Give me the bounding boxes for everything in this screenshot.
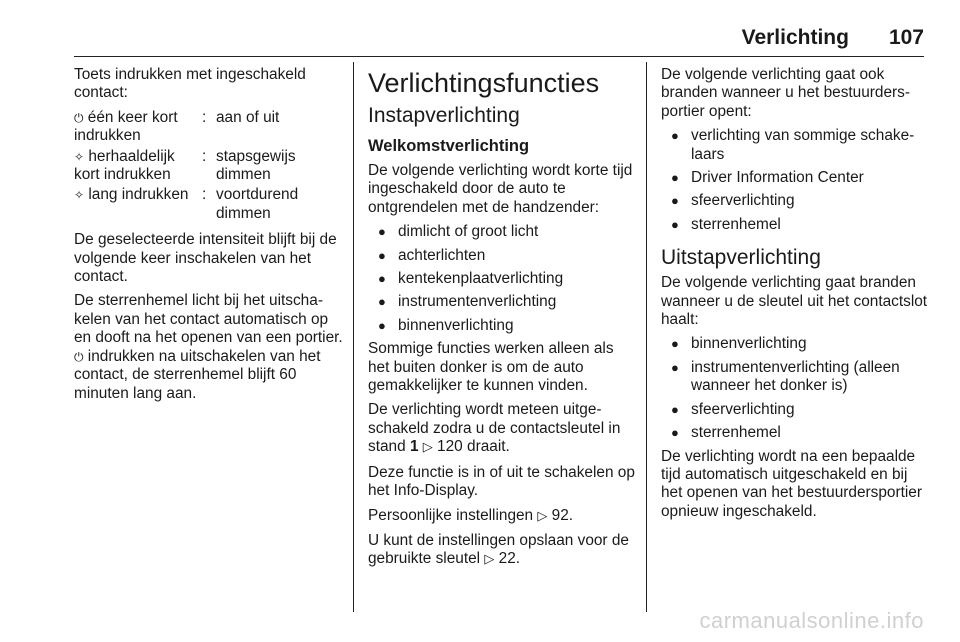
paragraph-dark-only: Sommige functies werken alleen als het buiten donker is om de auto gemakkelijker te kunnen vinden. — [368, 340, 614, 395]
watermark: carmanualsonline.info — [699, 608, 924, 633]
column-divider-1 — [353, 62, 354, 612]
list-item: ● binnenverlichting — [368, 317, 636, 335]
control-action-3: voortdurend dimmen — [216, 186, 299, 222]
section-title: Verlichting — [741, 26, 849, 49]
list-item: ● dimlicht of groot licht — [368, 223, 636, 241]
power-icon: ⏻ — [74, 349, 84, 364]
page-reference-icon: ▷ — [537, 508, 548, 524]
paragraph-switch-off: De verlichting wordt meteen uitgeschakeld zodra u de contactsleutel in stand 1 ▷ 120 draait. — [368, 401, 621, 456]
page-number: 107 — [888, 26, 924, 49]
page-header — [742, 26, 924, 50]
controls-intro: Toets indrukken met ingeschakeld contact: — [74, 66, 306, 102]
column-1 — [74, 66, 346, 409]
list-item: ● achterlichten — [368, 247, 636, 265]
heading-welcome-lighting: Welkomstverlichting — [368, 137, 530, 155]
paragraph-intensity: De geselecteerde intensiteit blijft bij de volgende keer inschakelen van het contact. — [74, 231, 337, 286]
control-key-3: ✧ lang indrukken — [74, 186, 189, 204]
welcome-list — [368, 223, 636, 335]
control-key-1: ⏻ één keer kort indrukken — [74, 108, 178, 145]
list-item: ● kentekenplaatverlichting — [368, 270, 636, 288]
page-reference-icon: ▷ — [484, 552, 495, 568]
list-item: ● instrumentenverlichting — [368, 293, 636, 311]
list-item: ● Driver Information Center — [661, 169, 931, 187]
control-key-2: ✧ herhaaldelijk kort indrukken — [74, 147, 175, 184]
heading-exit-lighting: Uitstapverlichting — [661, 246, 821, 270]
header-rule — [74, 56, 924, 57]
power-icon: ⏻ — [74, 110, 84, 125]
column-3 — [661, 66, 931, 527]
exit-list — [661, 335, 931, 442]
page-reference-icon: ▷ — [422, 440, 433, 456]
paragraph-info-display: Deze functie is in of uit te schakelen op het Info-Display. — [368, 463, 635, 500]
paragraph-save-settings: U kunt de instellingen opslaan voor de gebruikte sleutel ▷ 22. — [368, 531, 629, 568]
paragraph-starry-sky: De sterrenhemel licht bij het uitschakelen van het contact automatisch op en dooft na het openen van een portier. ⏻ indrukken na uitschakelen van het contact, de sterrenhemel blijft 60 minuten lang aan. — [74, 292, 343, 402]
column-divider-2 — [646, 62, 647, 612]
dimmer-icon: ✧ — [74, 149, 85, 164]
list-item: ● sterrenhemel — [661, 216, 931, 234]
list-item: ● instrumentenverlichting (alleen wanneer het donker is) — [661, 359, 931, 396]
list-item: ● sterrenhemel — [661, 424, 931, 442]
list-item: ● binnenverlichting — [661, 335, 931, 353]
door-intro: De volgende verlichting gaat ook branden wanneer u het bestuurdersportier opent: — [661, 66, 910, 120]
paragraph-personal-settings: Persoonlijke instellingen ▷ 92. — [368, 506, 574, 524]
control-action-1: aan of uit — [216, 108, 280, 126]
heading-lighting-functions: Verlichtingsfuncties — [368, 68, 600, 98]
list-item: ● verlichting van sommige schakelaars — [661, 127, 931, 164]
heading-entry-lighting: Instapverlichting — [368, 104, 520, 127]
control-action-2: stapsgewijs dimmen — [216, 147, 296, 184]
door-list — [661, 127, 931, 234]
welcome-intro: De volgende verlichting wordt korte tijd ingeschakeld door de auto te ontgrendelen met de handzender: — [368, 162, 633, 216]
list-item: ● sfeerverlichting — [661, 401, 931, 419]
controls-table: ⏻ één keer kort indrukken : aan of uit ✧ herhaaldelijk kort indrukken : stapsgewijs dimmen ✧ lang indrukken : voortdurend dimmen — [74, 109, 346, 223]
list-item: ● sfeerverlichting — [661, 192, 931, 210]
column-2 — [368, 66, 636, 576]
exit-outro: De verlichting wordt na een bepaalde tijd automatisch uitgeschakeld en bij het openen van het bestuurdersportier opnieuw ingeschakeld. — [661, 447, 922, 520]
exit-intro: De volgende verlichting gaat branden wanneer u de sleutel uit het contactslot haalt: — [661, 274, 928, 329]
dimmer-icon: ✧ — [74, 188, 85, 203]
